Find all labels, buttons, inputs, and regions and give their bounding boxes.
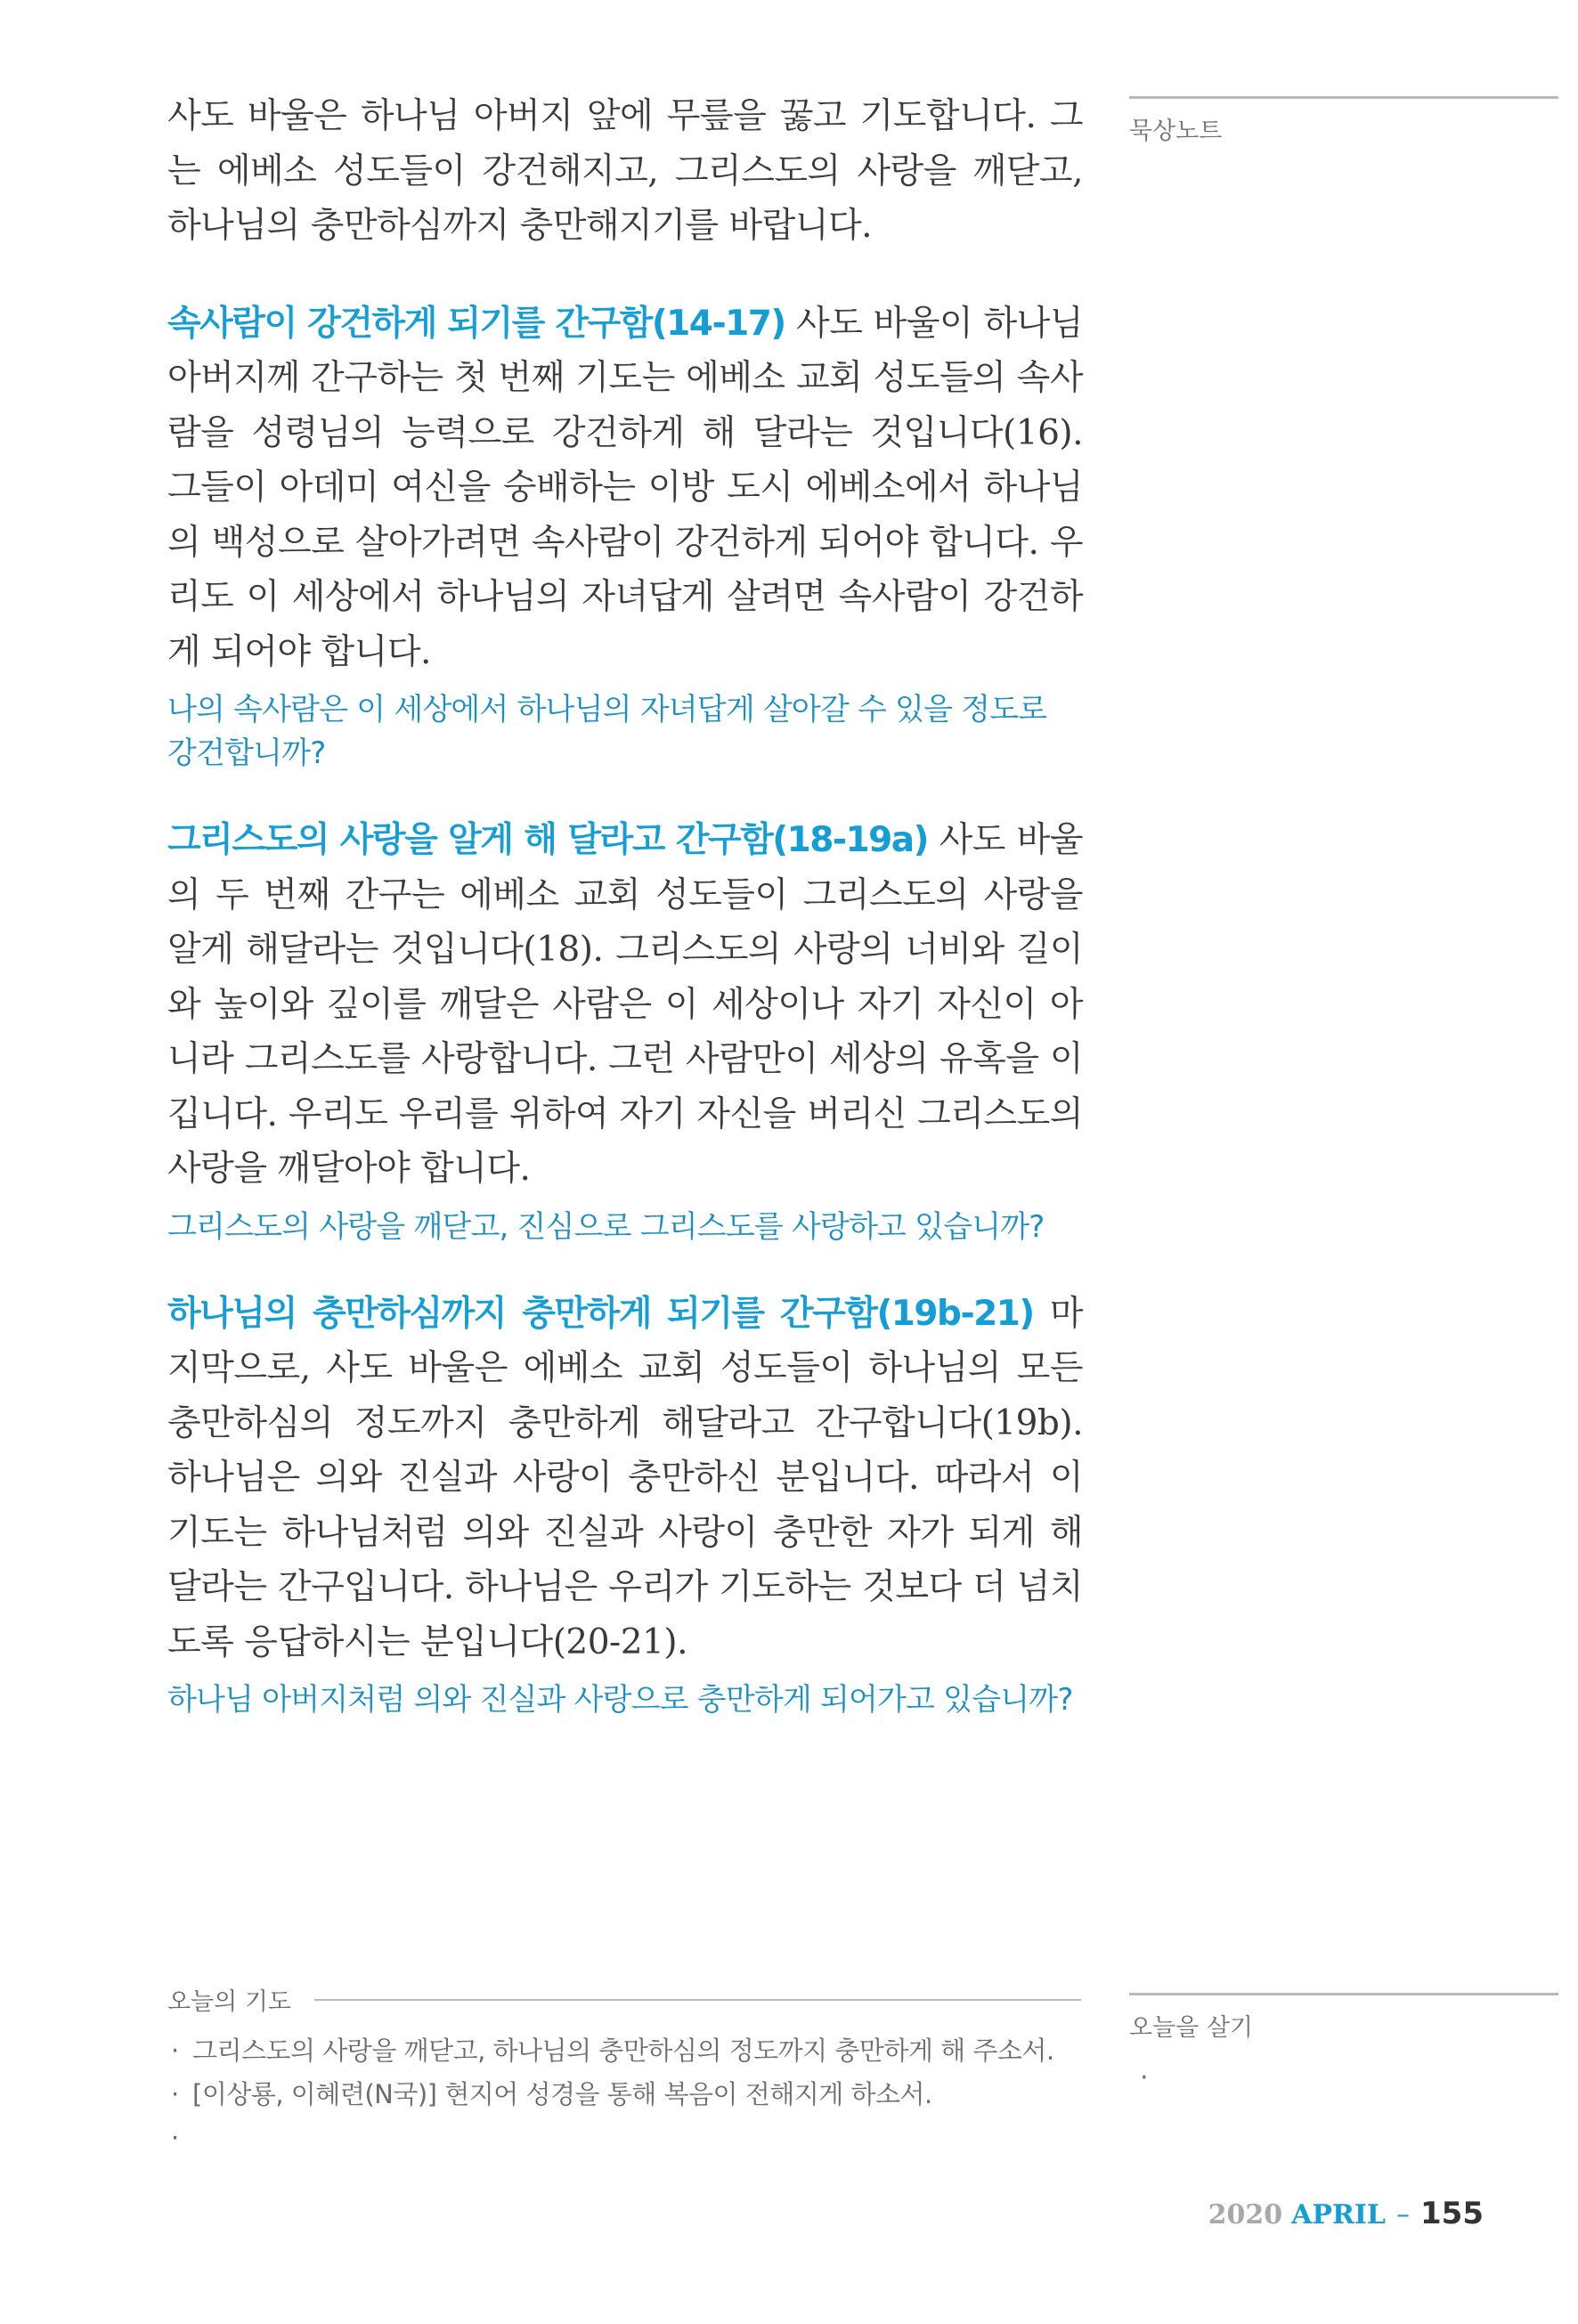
- living-today-bullet: ·: [1140, 2062, 1149, 2093]
- section-body: 사도 바울이 하나님 아버지께 간구하는 첫 번째 기도는 에베소 교회 성도들의 속사람을 성령님의 능력으로 강건하게 해 달라는 것입니다(16). 그들이 아데미 여신을 숭배하는 이방 도시 에베소에서 하나님의 백성으로 살아가려면 속사람이 강건하게 되어야 합니다. 우리도 이 세상에서 하나님의 자녀답게 살려면 속사람이 강건하게 되어야 합니다.: [167, 303, 1083, 672]
- section-body: 사도 바울의 두 번째 간구는 에베소 교회 성도들이 그리스도의 사랑을 알게 해달라는 것입니다(18). 그리스도의 사랑의 너비와 길이와 높이와 깊이를 깨달은 사람은 이 세상이나 자기 자신이 아니라 그리스도를 사랑합니다. 그런 사람만이 세상의 유혹을 이깁니다. 우리도 우리를 위하여 자기 자신을 버리신 그리스도의 사랑을 깨달아야 합니다.: [167, 820, 1084, 1189]
- prayer-item: · 그리스도의 사랑을 깨닫고, 하나님의 충만하심의 정도까지 충만하게 해 주소서.: [167, 2029, 1081, 2073]
- reflection-question: 그리스도의 사랑을 깨닫고, 진심으로 그리스도를 사랑하고 있습니까?: [167, 1208, 1045, 1245]
- section-heading: 속사람이 강건하게 되기를 간구함(14-17): [167, 303, 785, 344]
- prayer-item: · [이상룡, 이혜련(N국)] 현지어 성경을 통해 복음이 전해지게 하소서.: [167, 2073, 1081, 2117]
- prayer-title: 오늘의 기도: [167, 1988, 291, 2016]
- meditation-note-label: 묵상노트: [1129, 118, 1223, 145]
- living-today-sidebar: [1129, 1993, 1558, 2093]
- page-footer: [1208, 2196, 1484, 2231]
- reflection-question: 나의 속사람은 이 세상에서 하나님의 자녀답게 살아갈 수 있을 정도로 강건합니까?: [167, 692, 1047, 771]
- section-heading: 하나님의 충만하심까지 충만하게 되기를 간구함(19b-21): [167, 1293, 1034, 1334]
- todays-prayer: [167, 1982, 1081, 2117]
- section-heading: 그리스도의 사랑을 알게 해 달라고 간구함(18-19a): [167, 820, 928, 860]
- footer-month: APRIL: [1291, 2199, 1387, 2231]
- section-2: [167, 813, 1083, 1249]
- section-paragraph: [167, 813, 1083, 1197]
- section-1: [167, 297, 1083, 776]
- main-text-column: [167, 89, 1083, 1759]
- intro-paragraph: 사도 바울은 하나님 아버지 앞에 무릎을 꿇고 기도합니다. 그는 에베소 성도들이 강건해지고, 그리스도의 사랑을 깨닫고, 하나님의 충만하심까지 충만해지기를 바랍니다.: [167, 96, 1083, 246]
- prayer-divider: [314, 1999, 1081, 2001]
- prayer-header: [167, 1982, 1081, 2017]
- section-body: 마지막으로, 사도 바울은 에베소 교회 성도들이 하나님의 모든 충만하심의 정도까지 충만하게 해달라고 간구합니다(19b). 하나님은 의와 진실과 사랑이 충만하신 분입니다. 따라서 이 기도는 하나님처럼 의와 진실과 사랑이 충만한 자가 되게 해 달라는 간구입니다. 하나님은 우리가 기도하는 것보다 더 넘치도록 응답하시는 분입니다(20-21).: [167, 1293, 1084, 1662]
- living-today-label: 오늘을 살기: [1129, 2014, 1253, 2042]
- prayer-list: [167, 2029, 1081, 2117]
- footer-dash: –: [1396, 2199, 1411, 2231]
- section-paragraph: [167, 297, 1083, 680]
- page-number: 155: [1420, 2196, 1484, 2231]
- section-paragraph: [167, 1287, 1083, 1670]
- meditation-note-sidebar: [1129, 96, 1558, 146]
- reflection-question: 하나님 아버지처럼 의와 진실과 사랑으로 충만하게 되어가고 있습니까?: [167, 1682, 1073, 1718]
- section-3: [167, 1287, 1083, 1723]
- footer-year: 2020: [1208, 2199, 1283, 2231]
